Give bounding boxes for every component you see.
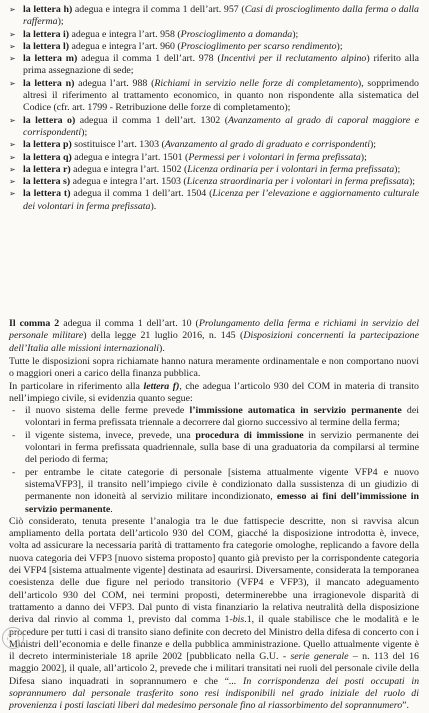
arrow-bullet-icon: ➢ [9, 164, 16, 174]
dash-item: - per entrambe le citate categorie di personale [sistema attualmente vigente VFP4 e nuovo sistemaVFP3], il transito nell’impiego civile è condizionato dalla sussistenza di un giudizio di permanente non idoneità al servizio militare incondizionato, emesso ai fini dell’immissione in servizio permanente. [12, 466, 419, 515]
list-item: ➢ la lettera i) adegua e integra l’art. 958 (Proscioglimento a domanda); [9, 28, 299, 40]
official-stamp-icon [2, 627, 24, 649]
paragraph: Ciò considerato, tenuta presente l’analogia tra le due fattispecie descritte, non si ravvisa alcun ampliamento della portata dell’articolo 930 del COM, giacché la disposizione introdotta è, invece, volta ad assicurare la necessaria parità di trattamento fra categorie omologhe, replicando a favore della nuova categoria dei VFP3 [nuovo sistema proposto] quanto già previsto per la corrispondente categoria dei VFP4 [sistema attualmente vigente] destinata ad esaurirsi. Diversamente, considerata la temporanea coesistenza delle due figure nel periodo transitorio (VFP4 e VFP3), il mancato adeguamento dell’articolo 930 del COM, nei termini proposti, determinerebbe una irragionevole disparità di trattamento a danno dei VFP3. Dal punto di vista finanziario la relativa neutralità della disposizione deriva dal rinvio al comma 1, previsto dal comma 1-bis.1, il quale stabilisce che le modalità e le procedure per tutti i casi di transito siano definite con decreto del Ministro della difesa di concerto con i Ministri dell’economia e delle finanze e della pubblica amministrazione. Quello attualmente vigente è il decreto interministeriale 18 aprile 2002 [pubblicato nella G.U. - serie generale – n. 113 del 16 maggio 2002], il quale, all’articolo 2, prevede che i militari transitati nei ruoli del personale civile della Difesa siano inquadrati in soprannumero e che “... In corrispondenza dei posti occupati in soprannumero dal personale trasferito sono resi indisponibili nel grado iniziale del ruolo di provenienza i posti lasciati liberi dal medesimo personale fino al riassorbimento del soprannumero”. [9, 515, 420, 712]
list-item: ➢ la lettera m) adegua il comma 1 dell’art. 978 (Incentivi per il reclutamento alpino) riferito alla prima assegnazione di sede; [9, 53, 419, 77]
arrow-bullet-icon: ➢ [9, 54, 16, 64]
comma-2-paragraph: Il comma 2 adegua il comma 1 dell’art. 10 (Prolungamento della ferma e richiami in servizio del personale militare) della legge 21 luglio 2016, n. 145 (Disposizioni concernenti la partecipazione dell’Italia alle missioni internazionali). [9, 318, 419, 354]
arrow-bullet-icon: ➢ [9, 29, 16, 39]
list-item: ➢ la lettera s) adegua e integra l’art. 1503 (Licenza straordinaria per i volontari in ferma prefissata); [9, 176, 416, 188]
list-item: ➢ la lettera o) adegua il comma 1 dell’art. 1302 (Avanzamento al grado di caporal maggiore e corrispondenti); [9, 114, 419, 138]
list-item: ➢ la lettera r) adegua e integra l’art. 1502 (Licenza ordinaria per i volontari in ferma prefissata); [9, 163, 401, 175]
list-item: ➢ la lettera l) adegua e integra l’art. 960 (Proscioglimento per scarso rendimento); [9, 40, 343, 52]
amendment-bullet-list [9, 4, 419, 213]
arrow-bullet-icon: ➢ [9, 5, 16, 14]
arrow-bullet-icon: ➢ [9, 177, 16, 187]
dash-bullet-icon: - [12, 466, 16, 478]
list-item: ➢ la lettera t) adegua il comma 1 dell’art. 1504 (Licenza per l’elevazione e aggiornamento culturale dei volontari in ferma prefissata). [9, 188, 419, 212]
body-text [9, 356, 419, 713]
dash-item: - il vigente sistema, invece, prevede, una procedura di immissione in servizio permanente dei volontari in ferma prefissata quadriennale, sulla base di una graduatoria da compilarsi al termine del periodo di ferma; [12, 429, 420, 466]
arrow-bullet-icon: ➢ [9, 115, 16, 125]
arrow-bullet-icon: ➢ [9, 78, 16, 88]
list-item: ➢ la lettera p) sostituisce l’art. 1303 (Avanzamento al grado di graduato e corrispondenti); [9, 139, 377, 151]
list-item: ➢ la lettera n) adegua l’art. 988 (Richiami in servizio nelle forze di completamento), sopprimendo altresì il riferimento al trattamento economico, in quanto non rispondente alla sistematica del Codice (cfr. art. 1799 - Retribuzione delle forze di completamento); [9, 77, 419, 114]
list-item: ➢ la lettera h) adegua e integra il comma 1 dell’art. 957 (Casi di proscioglimento dalla ferma o dalla rafferma); [9, 4, 419, 28]
dash-item: - il nuovo sistema delle ferme prevede l’immissione automatica in servizio permanente dei volontari in ferma prefissata triennale a decorrere dal giorno successivo al termine della ferma; [12, 405, 420, 429]
arrow-bullet-icon: ➢ [9, 152, 16, 162]
list-item: ➢ la lettera q) adegua e integra l’art. 1501 (Permessi per i volontari in ferma prefissata); [9, 151, 367, 163]
arrow-bullet-icon: ➢ [9, 41, 16, 51]
paragraph: In particolare in riferimento alla lettera f), che adegua l’articolo 930 del COM in materia di transito nell’impiego civile, si evidenzia quanto segue: [9, 380, 419, 404]
dash-bullet-icon: - [12, 429, 16, 441]
paragraph: Tutte le disposizioni sopra richiamate hanno natura meramente ordinamentale e non comportano nuovi o maggiori oneri a carico della finanza pubblica. [9, 356, 419, 380]
arrow-bullet-icon: ➢ [9, 189, 16, 199]
dash-bullet-icon: - [12, 405, 16, 417]
arrow-bullet-icon: ➢ [9, 140, 16, 150]
